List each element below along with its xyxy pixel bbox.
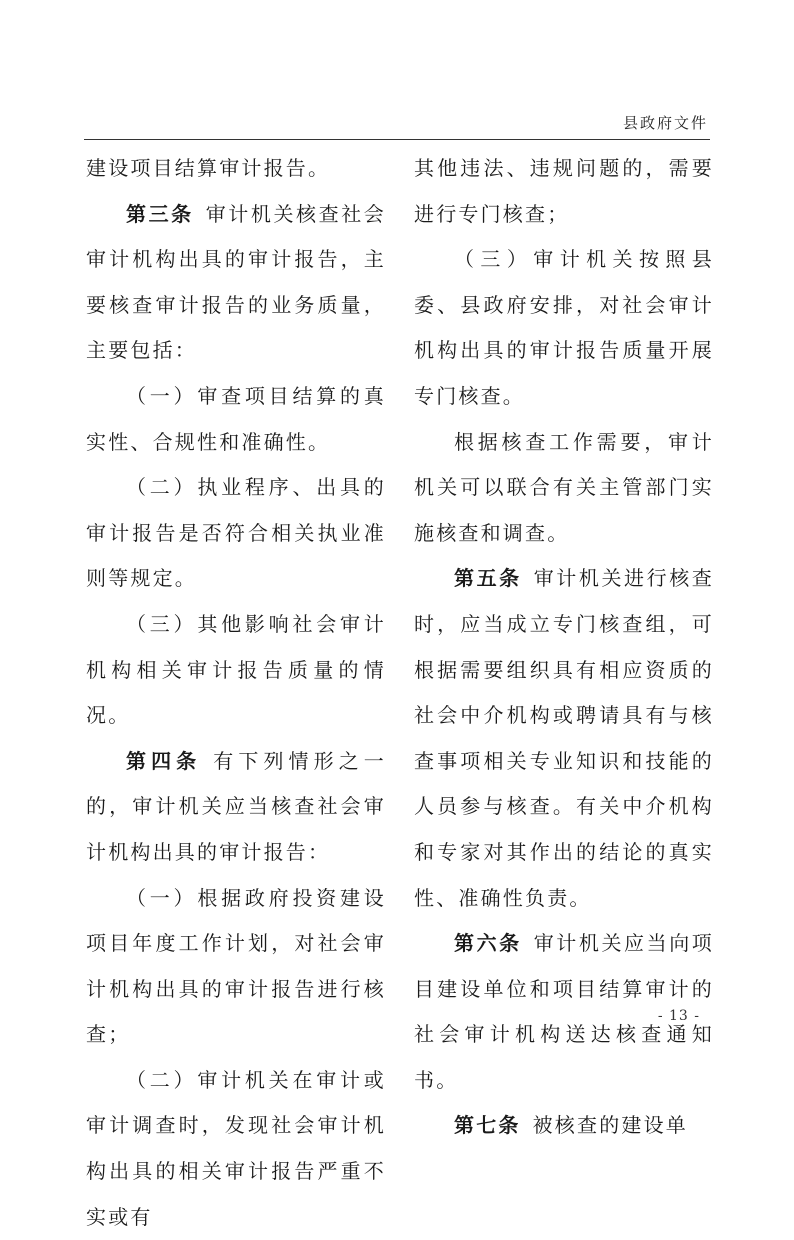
page-number: - 13 - [657,1008,700,1024]
left-column [86,146,386,1240]
paragraph [86,146,386,192]
paragraph-text: （一）审查项目结算的真实性、合规性和准确性。 [86,383,386,454]
paragraph-text: 建设项目结算审计报告。 [86,156,331,180]
paragraph [86,374,386,465]
paragraph [414,556,714,921]
paragraph-text: 审计机关核查社会审计机构出具的审计报告，主要核查审计报告的业务质量，主要包括： [86,201,386,363]
paragraph-text: 根据核查工作需要，审计机关可以联合有关主管部门实施核查和调查。 [414,429,714,545]
paragraph [414,237,714,419]
paragraph [86,876,386,1058]
paragraph-text: 审计机关进行核查时，应当成立专门核查组，可根据需要组织具有相应资质的社会中介机构或聘请具有与核查事项相关专业知识和技能的人员参与核查。有关中介机构和专家对其作出的结论的真实性、准确性负责。 [414,566,714,910]
paragraph [414,146,714,237]
header-label: 县政府文件 [622,114,708,132]
article-title: 第五条 [454,566,522,591]
article-title: 第四条 [126,748,202,773]
header-divider [84,139,710,140]
paragraph-text: 其他违法、违规问题的，需要进行专门核查； [414,156,714,226]
article-title: 第七条 [454,1113,521,1138]
paragraph [86,739,386,876]
paragraph [414,1103,714,1149]
article-title: 第六条 [454,931,522,956]
paragraph-text: （二）执业程序、出具的审计报告是否符合相关执业准则等规定。 [86,475,386,591]
article-title: 第三条 [126,201,194,226]
paragraph [86,465,386,602]
paragraph-text: 有下列情形之一的，审计机关应当核查社会审计机构出具的审计报告： [86,748,386,864]
paragraph-text: （一）根据政府投资建设项目年度工作计划，对社会审计机构出具的审计报告进行核查； [86,885,386,1047]
paragraph-text: （三）审计机关按照县委、县政府安排，对社会审计机构出具的审计报告质量开展专门核查。 [414,247,714,408]
paragraph [86,192,386,374]
paragraph [414,420,714,557]
right-column [414,146,714,1149]
paragraph [86,602,386,739]
paragraph-text: （三）其他影响社会审计机构相关审计报告质量的情况。 [86,611,386,728]
paragraph-text: 被核查的建设单 [532,1113,689,1138]
paragraph [86,1058,386,1240]
paragraph-text: 审计机关应当向项目建设单位和项目结算审计的社会审计机构送达核查通知书。 [414,931,714,1092]
paragraph-text: （二）审计机关在审计或审计调查时，发现社会审计机构出具的相关审计报告严重不实或有 [86,1067,386,1229]
